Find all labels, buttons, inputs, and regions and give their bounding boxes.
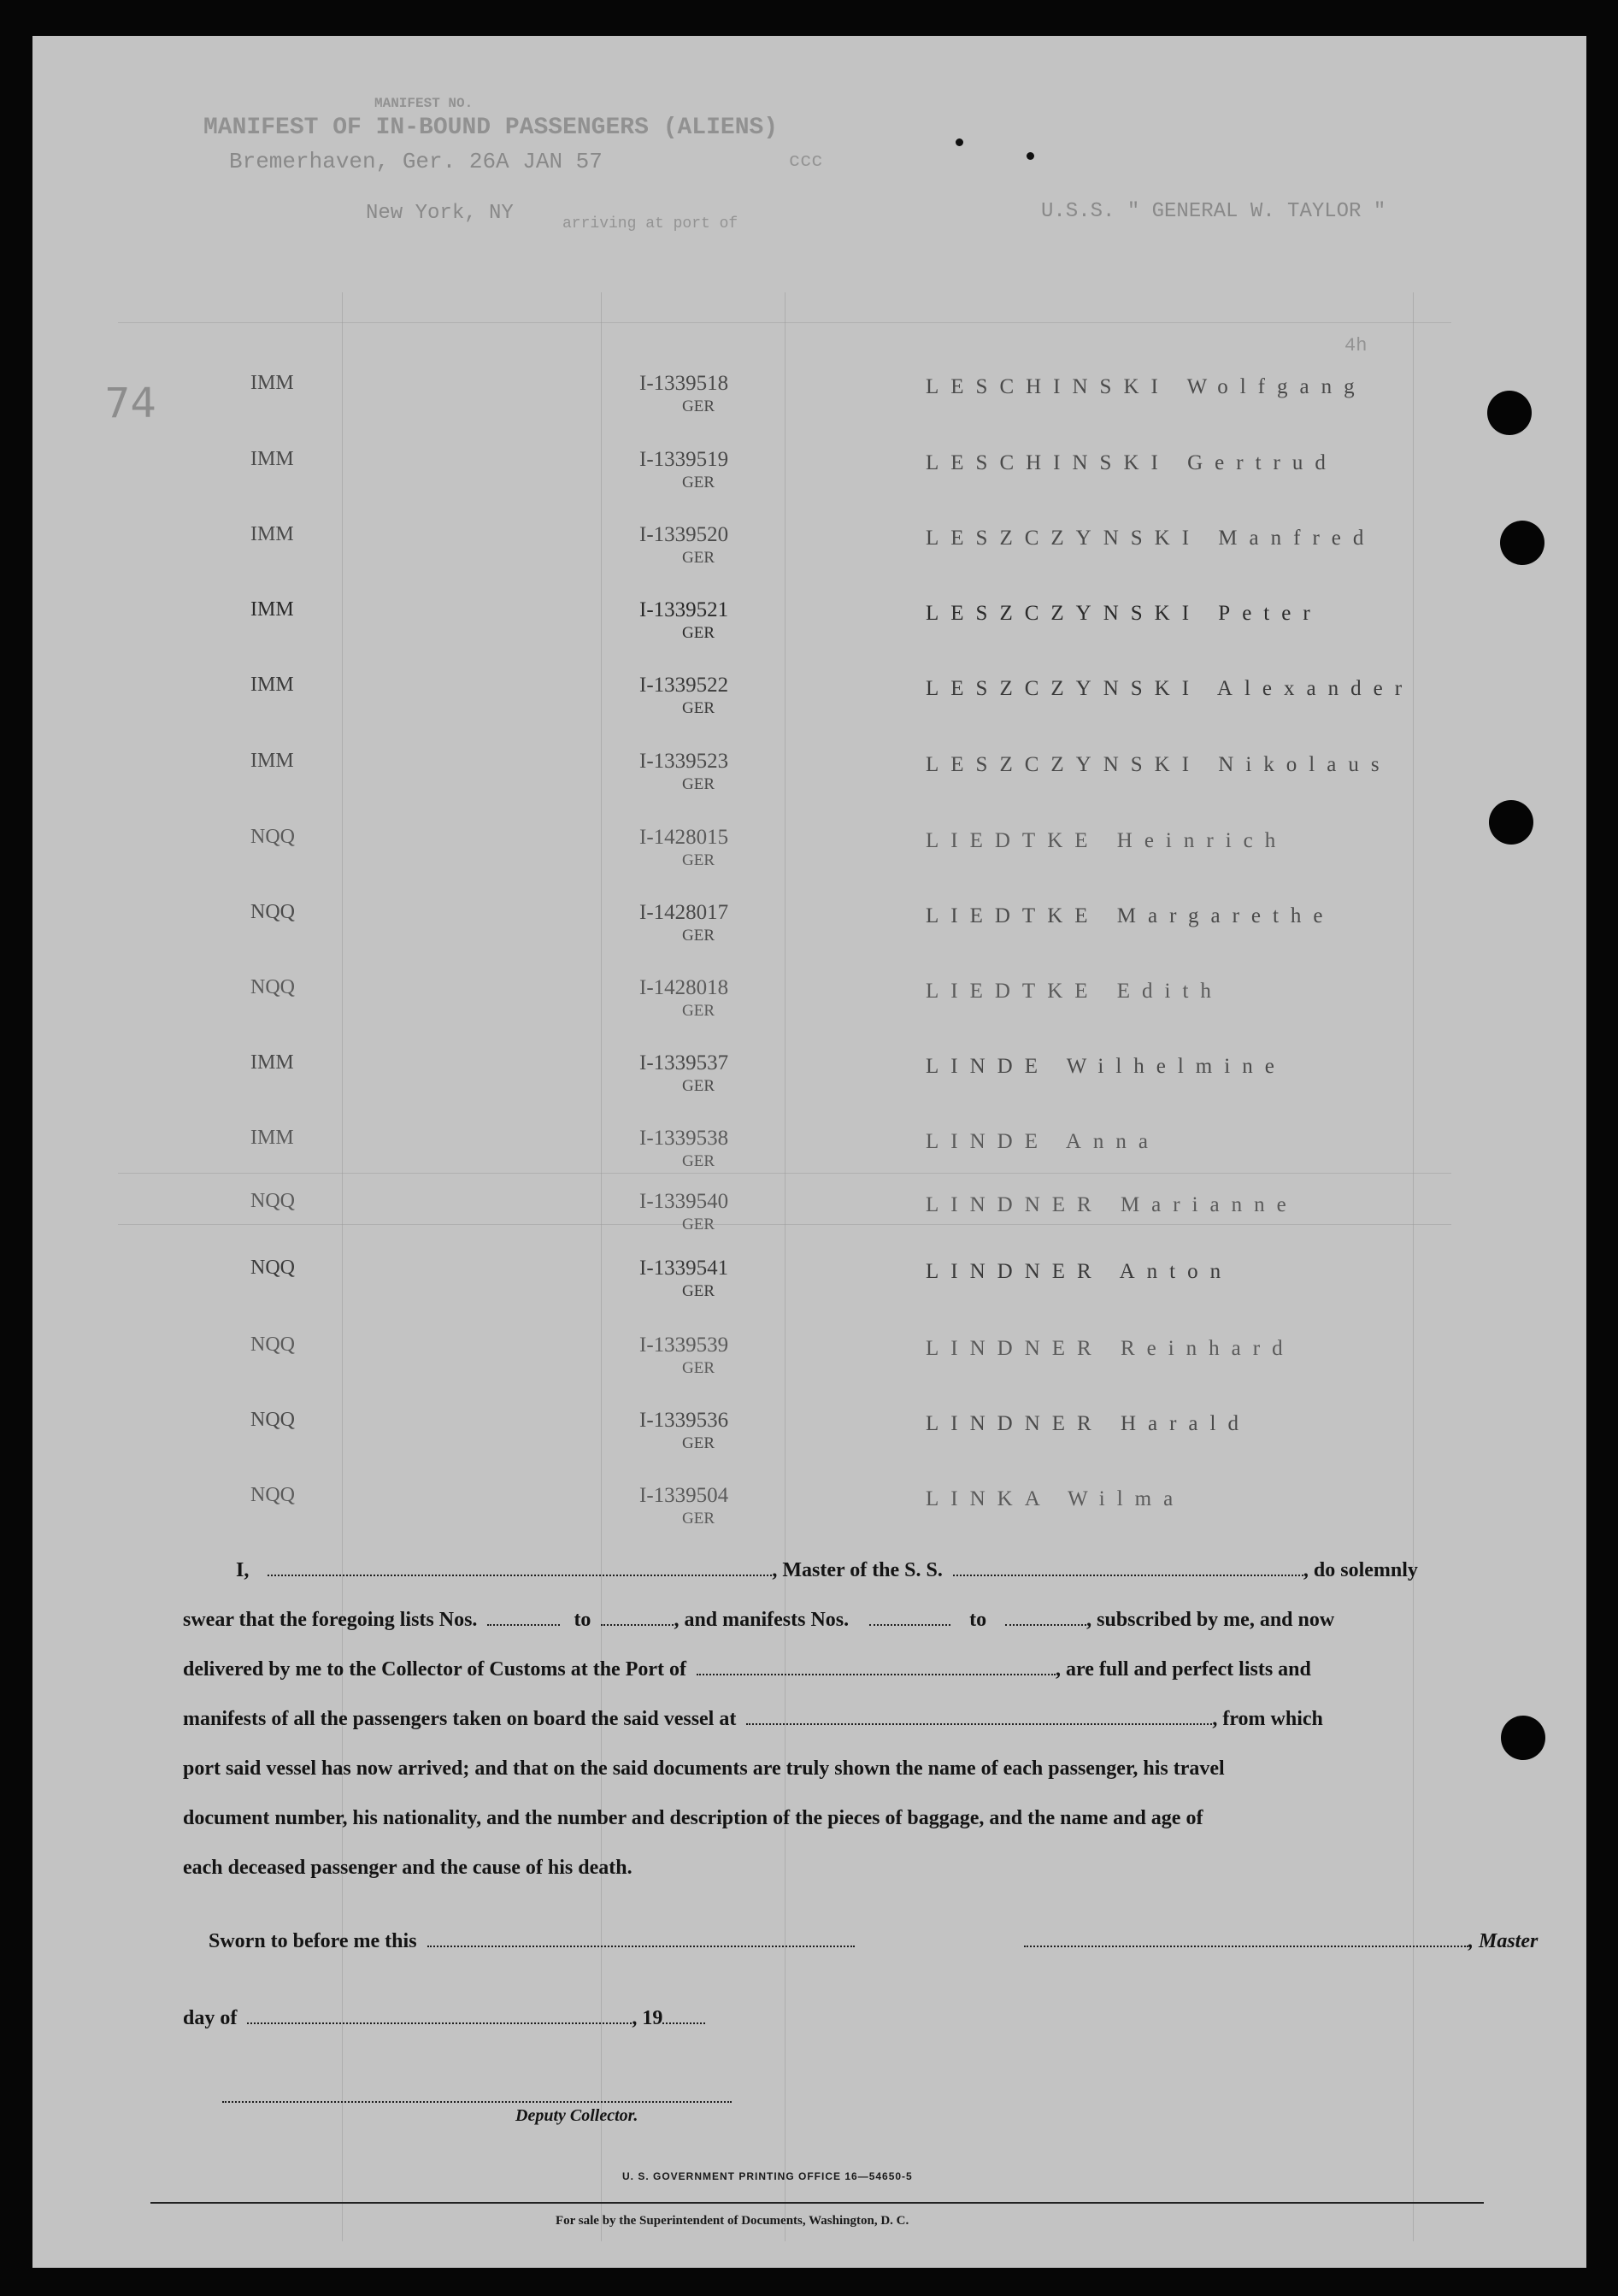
passenger-name: LINDE Wilhelmine <box>926 1055 1286 1078</box>
nationality-code: GER <box>682 1077 715 1095</box>
certificate-number: I-1339523 <box>639 750 729 773</box>
nationality-code: GER <box>682 1510 715 1528</box>
certificate-number: I-1339522 <box>639 674 729 697</box>
year-label: , 19 <box>632 2007 663 2029</box>
passenger-row <box>32 448 1586 499</box>
arriving-at-port-label: arriving at port of <box>562 215 738 233</box>
manifest-page <box>32 36 1586 2268</box>
nationality-code: GER <box>682 1282 715 1300</box>
nationality-code: GER <box>682 1002 715 1020</box>
passenger-name: LINDNER Anton <box>926 1260 1233 1283</box>
punch-hole <box>1489 800 1533 845</box>
class-code: NQQ <box>250 901 295 923</box>
certificate-number: I-1428015 <box>639 826 729 849</box>
sworn-line <box>209 1930 855 1953</box>
nationality-code: GER <box>682 699 715 717</box>
port-field[interactable] <box>697 1662 1056 1675</box>
certificate-number: I-1339518 <box>639 372 729 395</box>
certificate-number: I-1339504 <box>639 1484 729 1507</box>
passenger-name: LINDNER Reinhard <box>926 1337 1295 1360</box>
list-from-field[interactable] <box>487 1612 560 1626</box>
day-of-label: day of <box>183 2007 238 2029</box>
nationality-code: GER <box>682 927 715 945</box>
certificate-number: I-1339536 <box>639 1409 729 1432</box>
master-signature-field[interactable] <box>1024 1934 1468 1947</box>
punch-dot <box>1027 152 1034 160</box>
oath-line-7 <box>183 1857 632 1880</box>
class-code: IMM <box>250 598 294 621</box>
sworn-date-field[interactable] <box>427 1934 855 1947</box>
passenger-name: LIEDTKE Heinrich <box>926 829 1288 852</box>
day-of-line <box>183 2007 705 2030</box>
nationality-code: GER <box>682 397 715 415</box>
passenger-row <box>32 1484 1586 1535</box>
oath-line-6 <box>183 1807 1203 1830</box>
certificate-number: I-1339538 <box>639 1127 729 1150</box>
class-code: NQQ <box>250 1190 295 1212</box>
passenger-name: LESCHINSKI Gertrud <box>926 451 1338 474</box>
class-code: IMM <box>250 448 294 470</box>
passenger-name: LIEDTKE Edith <box>926 980 1223 1003</box>
passenger-row <box>32 598 1586 650</box>
oath-are-full: , are full and perfect lists and <box>1055 1658 1311 1681</box>
oath-and-manifests: , and manifests Nos. <box>674 1609 850 1631</box>
class-code: IMM <box>250 523 294 545</box>
master-signature-line <box>1024 1930 1538 1953</box>
class-code: IMM <box>250 750 294 772</box>
oath-each-deceased: each deceased passenger and the cause of his death. <box>183 1857 632 1879</box>
passenger-name: LIEDTKE Margarethe <box>926 904 1335 927</box>
passenger-name: LINDNER Harald <box>926 1412 1250 1435</box>
passenger-name: LESCHINSKI Wolfgang <box>926 375 1367 398</box>
master-label: , Master <box>1468 1930 1539 1952</box>
passenger-row <box>32 1409 1586 1460</box>
class-code: NQQ <box>250 1333 295 1356</box>
passenger-name: LESZCZYNSKI Manfred <box>926 527 1376 550</box>
passenger-name: LINDNER Marianne <box>926 1193 1298 1216</box>
certificate-number: I-1339521 <box>639 598 729 621</box>
nationality-code: GER <box>682 549 715 567</box>
deputy-signature-field[interactable] <box>222 2101 732 2103</box>
ship-name-field[interactable] <box>953 1563 1303 1576</box>
nationality-code: GER <box>682 1434 715 1452</box>
passenger-row <box>32 1257 1586 1308</box>
oath-delivered: delivered by me to the Collector of Customs at the Port of <box>183 1658 686 1681</box>
departure-port-field[interactable] <box>746 1711 1212 1725</box>
punch-hole <box>1501 1716 1545 1760</box>
year-field[interactable] <box>662 2010 705 2024</box>
oath-swear: swear that the foregoing lists Nos. <box>183 1609 478 1631</box>
oath-to-1: to <box>574 1609 591 1631</box>
page-number: 4h <box>1344 335 1368 356</box>
manifest-from-field[interactable] <box>869 1612 950 1626</box>
class-code: IMM <box>250 674 294 696</box>
manifest-to-field[interactable] <box>1005 1612 1086 1626</box>
ccc-mark: ccc <box>789 150 823 172</box>
passenger-name: LINKA Wilma <box>926 1487 1186 1510</box>
certificate-number: I-1339519 <box>639 448 729 471</box>
day-of-field[interactable] <box>247 2010 632 2024</box>
nationality-code: GER <box>682 1359 715 1377</box>
margin-note: 74 <box>104 380 157 427</box>
oath-master-of-ss: , Master of the S. S. <box>772 1559 943 1581</box>
class-code: NQQ <box>250 826 295 848</box>
passenger-row <box>32 826 1586 877</box>
punch-dot <box>956 138 963 146</box>
passenger-name: LESZCZYNSKI Alexander <box>926 677 1415 700</box>
oath-line-3 <box>183 1658 1311 1681</box>
passenger-name: LESZCZYNSKI Nikolaus <box>926 753 1391 776</box>
passenger-row <box>32 372 1586 423</box>
passenger-row <box>32 674 1586 725</box>
certificate-number: I-1339541 <box>639 1257 729 1280</box>
for-sale-notice: For sale by the Superintendent of Documents, Washington, D. C. <box>556 2214 909 2228</box>
master-name-field[interactable] <box>268 1563 772 1576</box>
certificate-number: I-1428017 <box>639 901 729 924</box>
footer-rule <box>150 2202 1484 2204</box>
nationality-code: GER <box>682 775 715 793</box>
oath-port-said: port said vessel has now arrived; and that on the said documents are truly shown the name of each passenger, his travel <box>183 1757 1225 1780</box>
passenger-row <box>32 1333 1586 1385</box>
class-code: IMM <box>250 1127 294 1149</box>
certificate-number: I-1428018 <box>639 976 729 999</box>
nationality-code: GER <box>682 851 715 869</box>
class-code: IMM <box>250 1051 294 1074</box>
punch-hole <box>1487 391 1532 435</box>
departure-port-line: Bremerhaven, Ger. 26A JAN 57 <box>229 149 603 174</box>
manifest-title: MANIFEST OF IN-BOUND PASSENGERS (ALIENS) <box>203 115 779 141</box>
passenger-name: LINDE Anna <box>926 1130 1160 1153</box>
class-code: NQQ <box>250 976 295 998</box>
nationality-code: GER <box>682 1216 715 1233</box>
class-code: NQQ <box>250 1484 295 1506</box>
passenger-row <box>32 1190 1586 1241</box>
certificate-number: I-1339520 <box>639 523 729 546</box>
class-code: NQQ <box>250 1409 295 1431</box>
passenger-row <box>32 1051 1586 1103</box>
certificate-number: I-1339540 <box>639 1190 729 1213</box>
passenger-row <box>32 750 1586 801</box>
nationality-code: GER <box>682 1152 715 1170</box>
passenger-row <box>32 901 1586 952</box>
nationality-code: GER <box>682 624 715 642</box>
class-code: NQQ <box>250 1257 295 1279</box>
passenger-row <box>32 523 1586 574</box>
gpo-imprint: U. S. GOVERNMENT PRINTING OFFICE 16—54650-5 <box>622 2170 913 2182</box>
oath-document-number: document number, his nationality, and the number and description of the pieces of baggage, and the name and age of <box>183 1807 1203 1829</box>
list-to-field[interactable] <box>601 1612 674 1626</box>
nationality-code: GER <box>682 474 715 492</box>
passenger-name: LESZCZYNSKI Peter <box>926 602 1322 625</box>
deputy-collector-label: Deputy Collector. <box>515 2106 638 2125</box>
oath-line-4 <box>183 1708 1323 1731</box>
oath-line-2 <box>183 1609 1334 1632</box>
oath-from-which: , from which <box>1212 1708 1323 1730</box>
new-york-line: New York, NY <box>366 202 514 225</box>
certificate-number: I-1339539 <box>639 1333 729 1357</box>
oath-to-2: to <box>969 1609 987 1631</box>
punch-hole <box>1500 521 1544 565</box>
oath-i: I, <box>236 1559 250 1581</box>
oath-line-5 <box>183 1757 1225 1781</box>
class-code: IMM <box>250 372 294 394</box>
passenger-row <box>32 1127 1586 1178</box>
certificate-number: I-1339537 <box>639 1051 729 1074</box>
sworn-to-label: Sworn to before me this <box>209 1930 417 1952</box>
manifest-number-label: MANIFEST NO. <box>374 96 474 111</box>
oath-do-solemnly: , do solemnly <box>1303 1559 1418 1581</box>
passenger-row <box>32 976 1586 1027</box>
row-rule <box>118 322 1451 323</box>
vessel-name-line: U.S.S. " GENERAL W. TAYLOR " <box>1041 200 1386 223</box>
oath-line-1 <box>236 1559 1418 1582</box>
oath-subscribed: , subscribed by me, and now <box>1086 1609 1335 1631</box>
oath-manifests-of-all: manifests of all the passengers taken on board the said vessel at <box>183 1708 737 1730</box>
